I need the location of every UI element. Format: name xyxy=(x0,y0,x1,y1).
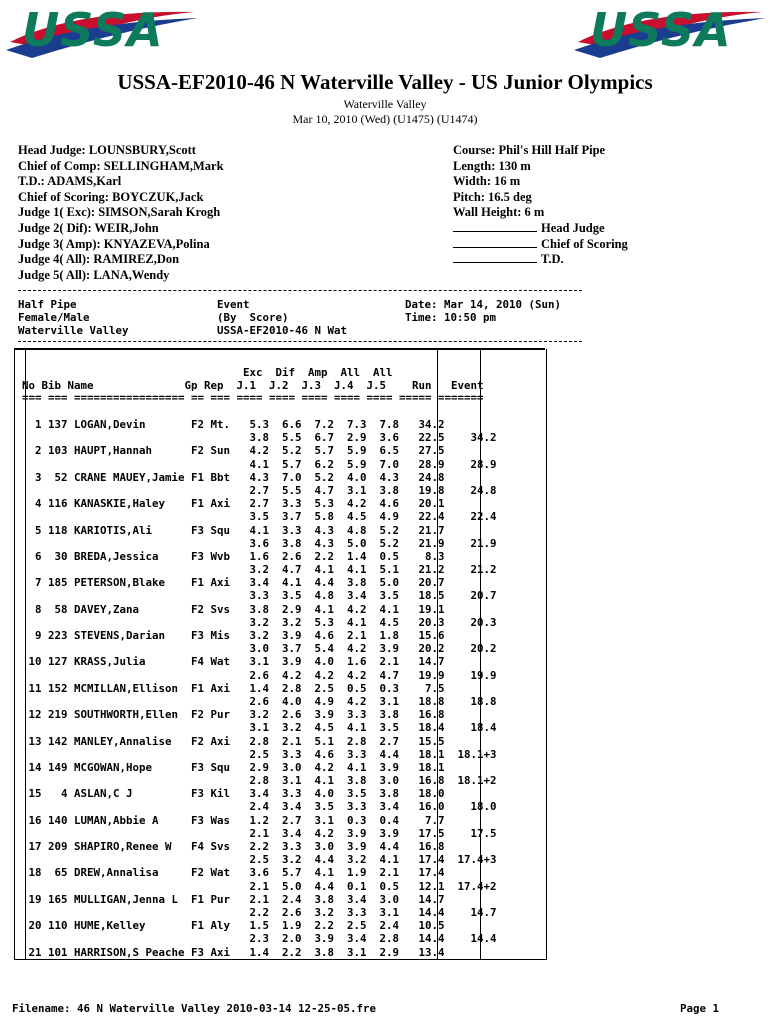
table-header-columns: No Bib Name Gp Rep J.1 J.2 J.3 J.4 J.5 Run Event xyxy=(22,379,484,392)
divider xyxy=(18,290,582,291)
course-info xyxy=(453,143,628,268)
course-line: Width: 16 m xyxy=(453,174,521,189)
table-row: 20 110 HUME,Kelley F1 Aly 1.5 1.9 2.2 2.5 2.4 10.5 xyxy=(22,919,445,933)
page-title: USSA-EF2010-46 N Waterville Valley - US Junior Olympics xyxy=(117,70,653,94)
table-row-run2: 2.2 2.6 3.2 3.3 3.1 14.4 14.7 xyxy=(22,905,497,919)
official-line: Judge 3( Amp): KNYAZEVA,Polina xyxy=(18,236,210,251)
table-row: 13 142 MANLEY,Annalise F2 Axi 2.8 2.1 5.1 2.8 2.7 15.5 xyxy=(22,734,445,748)
table-row: 19 165 MULLIGAN,Jenna L F1 Pur 2.1 2.4 3.8 3.4 3.0 14.7 xyxy=(22,892,445,906)
table-row: 18 65 DREW,Annalisa F2 Wat 3.6 5.7 4.1 1.9 2.1 17.4 xyxy=(22,866,445,880)
table-row: 14 149 MCGOWAN,Hope F3 Squ 2.9 3.0 4.2 4.1 3.9 18.1 xyxy=(22,760,445,774)
official-line: Judge 5( All): LANA,Wendy xyxy=(18,267,170,282)
table-row: 10 127 KRASS,Julia F4 Wat 3.1 3.9 4.0 1.6 2.1 14.7 xyxy=(22,655,445,669)
logo-text: USSA xyxy=(590,3,732,57)
table-row-run2: 2.1 5.0 4.4 0.1 0.5 12.1 17.4+2 xyxy=(22,879,497,893)
official-line: Judge 4( All): RAMIREZ,Don xyxy=(18,252,180,267)
official-line: Judge 2( Dif): WEIR,John xyxy=(18,220,159,235)
table-row-run2: 2.1 3.4 4.2 3.9 3.9 17.5 17.5 xyxy=(22,826,497,840)
date-line: Mar 10, 2010 (Wed) (U1475) (U1474) xyxy=(292,112,478,126)
table-row: 9 223 STEVENS,Darian F3 Mis 3.2 3.9 4.6 2.1 1.8 15.6 xyxy=(22,629,445,642)
table-row-run2: 3.1 3.2 4.5 4.1 3.5 18.4 18.4 xyxy=(22,721,497,735)
signature-td: T.D. xyxy=(453,252,628,268)
table-row-run2: 2.5 3.2 4.4 3.2 4.1 17.4 17.4+3 xyxy=(22,853,497,867)
official-line: Head Judge: LOUNSBURY,Scott xyxy=(18,143,196,157)
table-row-run2: 2.5 3.3 4.6 3.3 4.4 18.1 18.1+3 xyxy=(22,747,497,761)
footer-filename: Filename: 46 N Waterville Valley 2010-03-14 12-25-05.fre xyxy=(12,1002,377,1015)
table-row: 15 4 ASLAN,C J F3 Kil 3.4 3.3 4.0 3.5 3.8 18.0 xyxy=(22,787,445,801)
table-row: 2 103 HAUPT,Hannah F2 Sun 4.2 5.2 5.7 5.9 6.5 27.5 xyxy=(22,444,445,458)
signature-head-judge: Head Judge xyxy=(453,221,628,237)
logo-text: USSA xyxy=(22,3,164,57)
official-line: Chief of Scoring: BOYCZUK,Jack xyxy=(18,189,204,204)
table-row: 12 219 SOUTHWORTH,Ellen F2 Pur 3.2 2.6 3.9 3.3 3.8 16.8 xyxy=(22,708,445,722)
table-row-run2: 3.2 4.7 4.1 4.1 5.1 21.2 21.2 xyxy=(22,563,497,577)
table-row-run2: 2.6 4.0 4.9 4.2 3.1 18.8 18.8 xyxy=(22,694,497,708)
table-row: 16 140 LUMAN,Abbie A F3 Was 1.2 2.7 3.1 0.3 0.4 7.7 xyxy=(22,813,445,827)
table-row: 21 101 HARRISON,S Peache F3 Axi 1.4 2.2 3.8 3.1 2.9 13.4 xyxy=(22,945,445,959)
table-header-judges: Exc Dif Amp All All xyxy=(22,366,393,379)
table-row: 11 152 MCMILLAN,Ellison F1 Axi 1.4 2.8 2.5 0.5 0.3 7.5 xyxy=(22,681,445,695)
table-row-run2: 3.2 3.2 5.3 4.1 4.5 20.3 20.3 xyxy=(22,615,497,629)
course-line: Length: 130 m xyxy=(453,158,531,173)
ussa-logo-left xyxy=(4,2,200,60)
table-row-run2: 3.6 3.8 4.3 5.0 5.2 21.9 21.9 xyxy=(22,536,497,550)
event-header-line: Waterville Valley USSA-EF2010-46 N Wat xyxy=(18,324,348,337)
official-line: T.D.: ADAMS,Karl xyxy=(18,174,122,189)
table-row-run2: 2.3 2.0 3.9 3.4 2.8 14.4 14.4 xyxy=(22,932,497,946)
officials-list xyxy=(18,143,224,283)
official-line: Chief of Comp: SELLINGHAM,Mark xyxy=(18,158,224,173)
course-line: Pitch: 16.5 deg xyxy=(453,189,532,204)
table-row-run2: 3.5 3.7 5.8 4.5 4.9 22.4 22.4 xyxy=(22,510,497,524)
table-row: 1 137 LOGAN,Devin F2 Mt. 5.3 6.6 7.2 7.3 7.8 34.2 xyxy=(22,418,445,431)
table-row-run2: 2.7 5.5 4.7 3.1 3.8 19.8 24.8 xyxy=(22,483,497,497)
course-line: Wall Height: 6 m xyxy=(453,205,545,220)
footer-page: Page 1 xyxy=(680,1002,720,1015)
venue: Waterville Valley xyxy=(343,97,427,111)
event-header-line: Female/Male (By Score) Time: 10:50 pm xyxy=(18,311,497,324)
table-row-run2: 3.8 5.5 6.7 2.9 3.6 22.5 34.2 xyxy=(22,431,497,445)
signature-chief-scoring: Chief of Scoring xyxy=(453,237,628,253)
table-row: 7 185 PETERSON,Blake F1 Axi 3.4 4.1 4.4 3.8 5.0 20.7 xyxy=(22,576,445,590)
course-line: Course: Phil's Hill Half Pipe xyxy=(453,143,606,157)
divider xyxy=(18,341,582,342)
table-row-run2: 3.0 3.7 5.4 4.2 3.9 20.2 20.2 xyxy=(22,642,497,656)
table-row: 8 58 DAVEY,Zana F2 Svs 3.8 2.9 4.1 4.2 4.1 19.1 xyxy=(22,602,445,616)
table-row: 17 209 SHAPIRO,Renee W F4 Svs 2.2 3.3 3.0 3.9 4.4 16.8 xyxy=(22,840,445,853)
results-rows xyxy=(22,418,497,959)
table-row-run2: 4.1 5.7 6.2 5.9 7.0 28.9 28.9 xyxy=(22,457,497,471)
table-row: 5 118 KARIOTIS,Ali F3 Squ 4.1 3.3 4.3 4.8 5.2 21.7 xyxy=(22,523,445,537)
table-header-underline: === === ================= == === ==== ==== ==== ==== ==== ===== ======= xyxy=(22,391,484,404)
table-row-run2: 3.3 3.5 4.8 3.4 3.5 18.5 20.7 xyxy=(22,589,497,603)
table-row-run2: 2.8 3.1 4.1 3.8 3.0 16.8 18.1+2 xyxy=(22,774,497,788)
official-line: Judge 1( Exc): SIMSON,Sarah Krogh xyxy=(18,205,221,220)
table-row-run2: 2.4 3.4 3.5 3.3 3.4 16.0 18.0 xyxy=(22,800,497,814)
table-row: 4 116 KANASKIE,Haley F1 Axi 2.7 3.3 5.3 4.2 4.6 20.1 xyxy=(22,497,445,511)
table-row-run2: 2.6 4.2 4.2 4.2 4.7 19.9 19.9 xyxy=(22,668,497,682)
table-row: 6 30 BREDA,Jessica F3 Wvb 1.6 2.6 2.2 1.4 0.5 8.3 xyxy=(22,549,445,563)
event-header-line: Half Pipe Event Date: Mar 14, 2010 (Sun) xyxy=(18,298,562,311)
table-row: 3 52 CRANE MAUEY,Jamie F1 Bbt 4.3 7.0 5.2 4.0 4.3 24.8 xyxy=(22,470,445,484)
ussa-logo-right xyxy=(572,2,768,60)
